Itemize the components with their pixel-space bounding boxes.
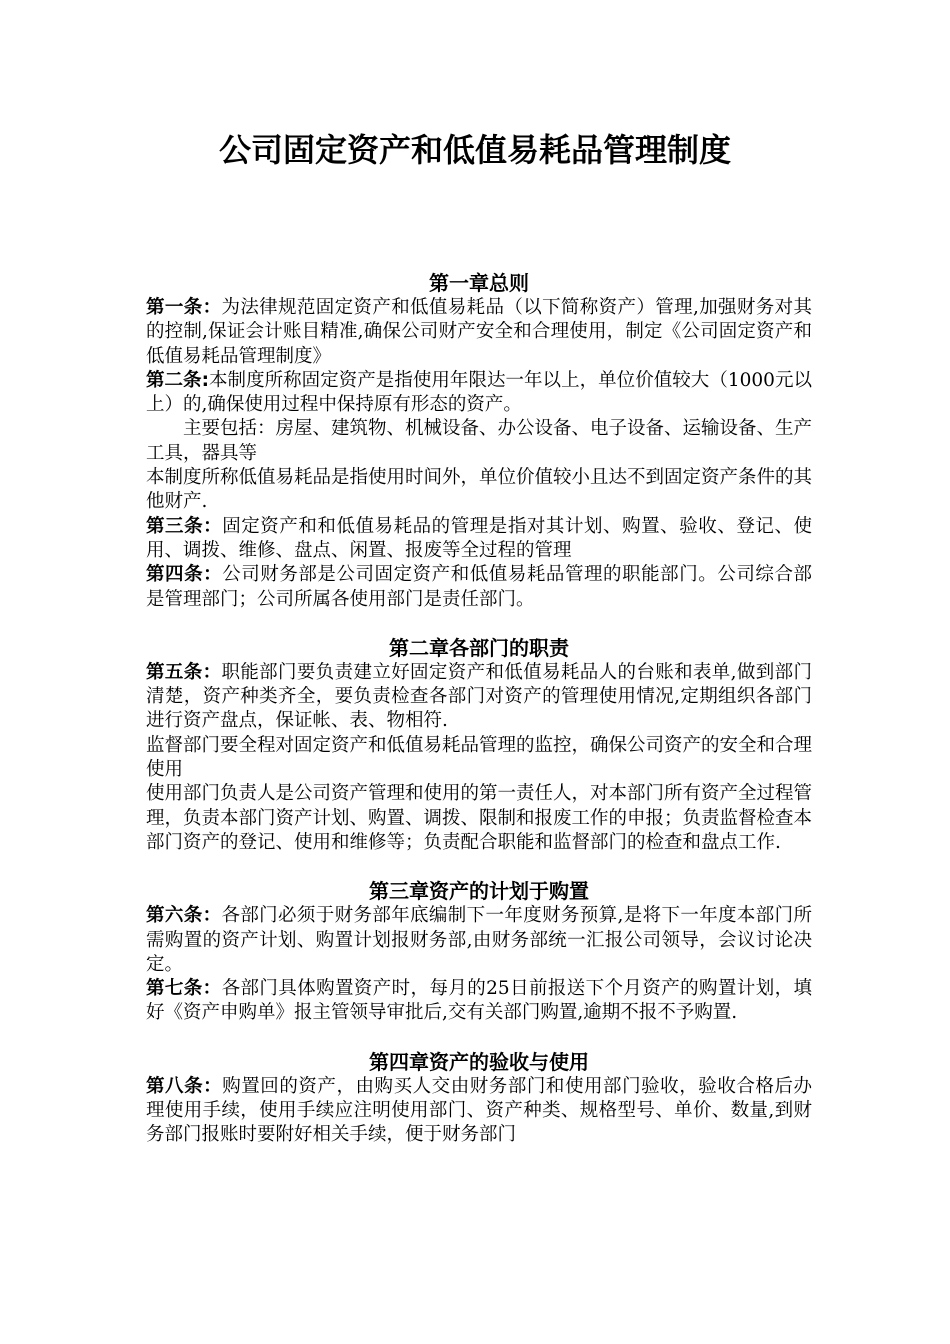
article-label: 第六条： (146, 905, 222, 927)
article-paragraph (146, 734, 812, 783)
document-body (146, 270, 812, 1148)
article-label: 第二条: (146, 369, 209, 391)
article-text: 使用部门负责人是公司资产管理和使用的第一责任人，对本部门所有资产全过程管理，负责本部门资产计划、购置、调拨、限制和报废工作的申报；负责监督检查本部门资产的登记、使用和维修等；负责配合职能和监督部门的检查和盘点工作. (146, 783, 813, 853)
chapter-heading: 第四章资产的验收与使用 (369, 1049, 589, 1074)
article-text: 本制度所称低值易耗品是指使用时间外，单位价值较小且达不到固定资产条件的其他财产. (146, 467, 813, 513)
article-paragraph (146, 466, 812, 515)
article-paragraph (146, 296, 812, 369)
article-label: 第八条： (146, 1075, 223, 1097)
article-paragraph (146, 563, 812, 612)
article-text: 职能部门要负责建立好固定资产和低值易耗品人的台账和表单,做到部门清楚，资产种类齐全，要负责检查各部门对资产的管理使用情况,定期组织各部门进行资产盘点，保证帐、表、物相符. (146, 661, 812, 732)
article-paragraph (146, 977, 812, 1026)
article-paragraph (146, 417, 812, 466)
article-label: 第一条： (146, 297, 222, 318)
document-title: 公司固定资产和低值易耗品管理制度 (218, 131, 731, 169)
chapter-heading: 第三章资产的计划于购置 (369, 879, 589, 904)
article-paragraph (146, 515, 812, 564)
article-paragraph (146, 369, 812, 418)
article-text: 各部门具体购置资产时，每月的25日前报送下个月资产的购置计划，填好《资产申购单》报主管领导审批后,交有关部门购置,逾期不报不予购置. (146, 978, 812, 1024)
article-label: 第五条： (146, 661, 222, 683)
article-paragraph (146, 661, 812, 734)
article-text: 主要包括：房屋、建筑物、机械设备、办公设备、电子设备、运输设备、生产工具，器具等 (146, 418, 813, 464)
article-label: 第七条： (146, 978, 222, 1000)
article-paragraph (146, 904, 812, 977)
article-text: 为法律规范固定资产和低值易耗品（以下简称资产）管理,加强财务对其的控制,保证会计账目精准,确保公司财产安全和合理使用，制定《公司固定资产和低值易耗品管理制度》 (146, 297, 812, 367)
article-text: 购置回的资产，由购买人交由财务部门和使用部门验收，验收合格后办理使用手续，使用手续应注明使用部门、资产种类、规格型号、单价、数量,到财务部门报账时要附好相关手续，便于财务部门 (146, 1075, 812, 1146)
article-label: 第四条： (146, 564, 223, 586)
article-text: 公司财务部是公司固定资产和低值易耗品管理的职能部门。公司综合部是管理部门；公司所属各使用部门是责任部门。 (146, 564, 812, 610)
article-paragraph (146, 782, 812, 855)
article-label: 第三条： (146, 515, 223, 537)
article-text: 监督部门要全程对固定资产和低值易耗品管理的监控，确保公司资产的安全和合理使用 (146, 734, 813, 781)
chapter-heading: 第二章各部门的职责 (389, 635, 569, 660)
article-text: 各部门必须于财务部年底编制下一年度财务预算,是将下一年度本部门所需购置的资产计划、购置计划报财务部,由财务部统一汇报公司领导，会议讨论决定。 (146, 905, 812, 975)
article-paragraph (146, 1075, 812, 1148)
article-text: 固定资产和和低值易耗品的管理是指对其计划、购置、验收、登记、使用、调拨、维修、盘点、闲置、报废等全过程的管理 (146, 515, 812, 561)
article-text: 本制度所称固定资产是指使用年限达一年以上，单位价值较大（1000元以上）的,确保使用过程中保持原有形态的资产。 (146, 369, 812, 416)
chapter-heading: 第一章总则 (429, 271, 529, 295)
